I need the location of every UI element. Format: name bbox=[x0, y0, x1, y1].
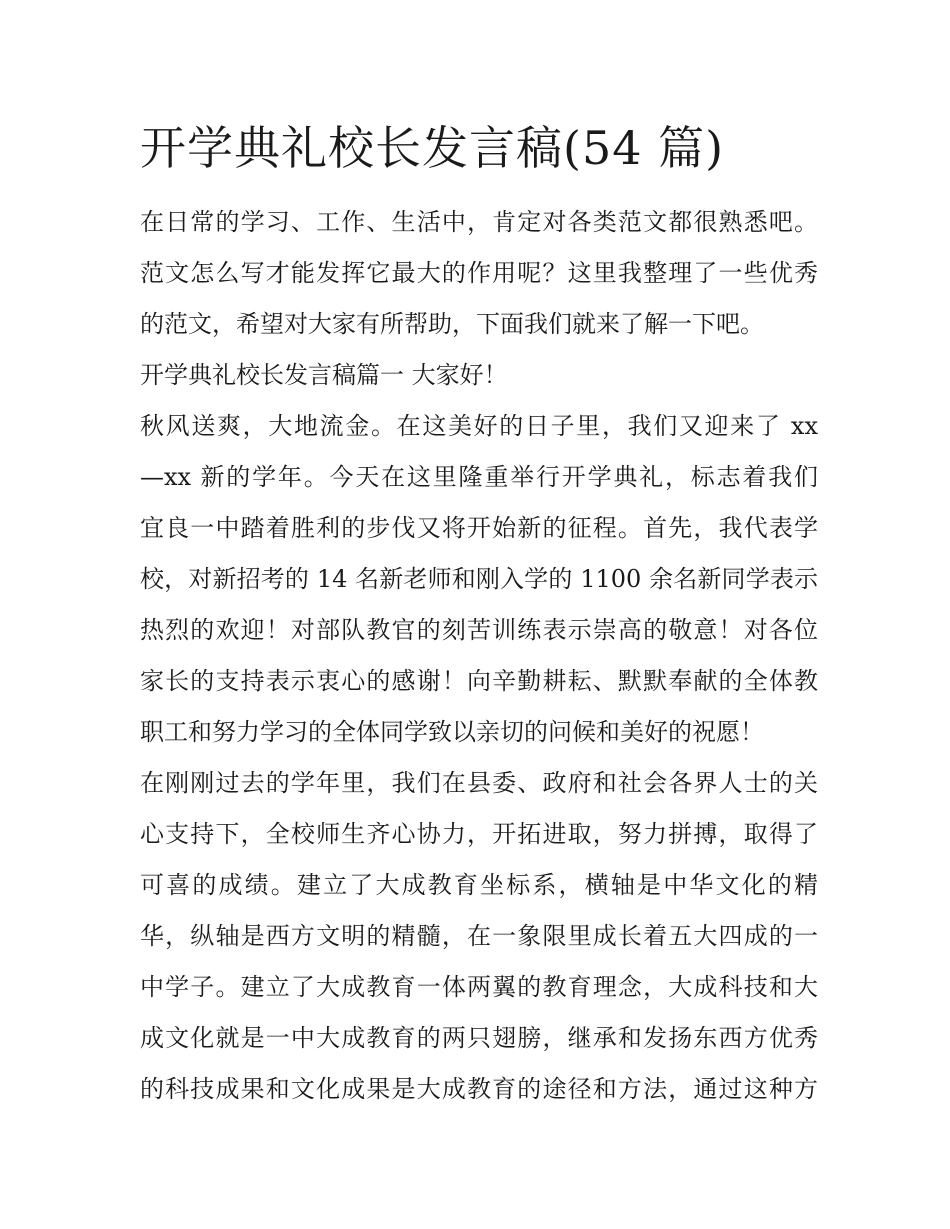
paragraph-line: 宜良一中踏着胜利的步伐又将开始新的征程。首先，我代表学 bbox=[140, 514, 818, 542]
paragraph-line: 可喜的成绩。建立了大成教育坐标系，横轴是中华文化的精 bbox=[140, 871, 818, 899]
paragraph-line: 心支持下，全校师生齐心协力，开拓进取，努力拼搏，取得了 bbox=[140, 820, 818, 848]
paragraph-line: 热烈的欢迎！对部队教官的刻苦训练表示崇高的敬意！对各位 bbox=[140, 616, 818, 644]
paragraph-line: 范文怎么写才能发挥它最大的作用呢？这里我整理了一些优秀 bbox=[140, 259, 818, 287]
paragraph-line: 秋风送爽，大地流金。在这美好的日子里，我们又迎来了 xx bbox=[140, 412, 818, 440]
paragraph-line: 在日常的学习、工作、生活中，肯定对各类范文都很熟悉吧。 bbox=[140, 208, 818, 236]
paragraph-line: 在刚刚过去的学年里，我们在县委、政府和社会各界人士的关 bbox=[140, 769, 818, 797]
paragraph-line: 家长的支持表示衷心的感谢！向辛勤耕耘、默默奉献的全体教 bbox=[140, 667, 818, 695]
paragraph-line: 中学子。建立了大成教育一体两翼的教育理念，大成科技和大 bbox=[140, 973, 818, 1001]
document-body bbox=[140, 200, 818, 1118]
section-heading-line: 开学典礼校长发言稿篇一 大家好！ bbox=[140, 361, 508, 389]
paragraph-line: 华，纵轴是西方文明的精髓，在一象限里成长着五大四成的一 bbox=[140, 922, 818, 950]
document-title: 开学典礼校长发言稿(54 篇) bbox=[140, 121, 725, 175]
paragraph-line: 校，对新招考的 14 名新老师和刚入学的 1100 余名新同学表示 bbox=[140, 565, 818, 593]
paragraph-line: 的科技成果和文化成果是大成教育的途径和方法，通过这种方 bbox=[140, 1075, 818, 1103]
paragraph-line: 的范文，希望对大家有所帮助，下面我们就来了解一下吧。 bbox=[140, 310, 764, 338]
paragraph-line: 职工和努力学习的全体同学致以亲切的问候和美好的祝愿！ bbox=[140, 718, 764, 746]
paragraph-line: 成文化就是一中大成教育的两只翅膀，继承和发扬东西方优秀 bbox=[140, 1024, 818, 1052]
paragraph-line: —xx 新的学年。今天在这里隆重举行开学典礼，标志着我们 bbox=[140, 463, 818, 491]
